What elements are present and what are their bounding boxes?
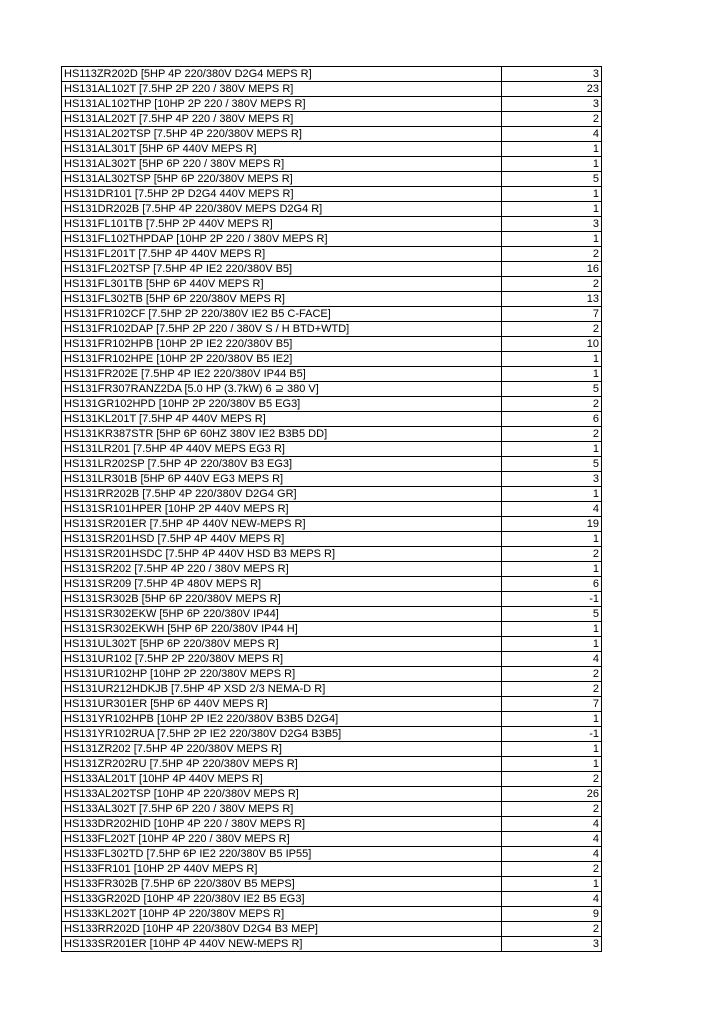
- item-description-cell: HS131FR307RANZ2DA [5.0 HP (3.7kW) 6 ⊇ 380 V]: [62, 382, 502, 397]
- quantity-cell: 5: [502, 457, 602, 472]
- quantity-cell: 1: [502, 877, 602, 892]
- item-description-cell: HS133FR101 [10HP 2P 440V MEPS R]: [62, 862, 502, 877]
- item-description-cell: HS131UR212HDKJB [7.5HP 4P XSD 2/3 NEMA-D R]: [62, 682, 502, 697]
- item-description-cell: HS131AL102THP [10HP 2P 220 / 380V MEPS R]: [62, 97, 502, 112]
- quantity-cell: 1: [502, 712, 602, 727]
- quantity-cell: 26: [502, 787, 602, 802]
- item-description-cell: HS131YR102HPB [10HP 2P IE2 220/380V B3B5 D2G4]: [62, 712, 502, 727]
- item-description-cell: HS131AL302T [5HP 6P 220 / 380V MEPS R]: [62, 157, 502, 172]
- table-row: [62, 232, 602, 247]
- item-description-cell: HS131FL101TB [7.5HP 2P 440V MEPS R]: [62, 217, 502, 232]
- quantity-cell: 2: [502, 667, 602, 682]
- table-row: [62, 802, 602, 817]
- table-row: [62, 292, 602, 307]
- item-description-cell: HS131KL201T [7.5HP 4P 440V MEPS R]: [62, 412, 502, 427]
- table-row: [62, 847, 602, 862]
- item-description-cell: HS133FL202T [10HP 4P 220 / 380V MEPS R]: [62, 832, 502, 847]
- quantity-cell: 1: [502, 562, 602, 577]
- quantity-cell: 1: [502, 157, 602, 172]
- item-description-cell: HS131YR102RUA [7.5HP 2P IE2 220/380V D2G4 B3B5]: [62, 727, 502, 742]
- quantity-cell: 3: [502, 67, 602, 82]
- table-row: [62, 247, 602, 262]
- quantity-cell: 7: [502, 697, 602, 712]
- item-description-cell: HS133GR202D [10HP 4P 220/380V IE2 B5 EG3]: [62, 892, 502, 907]
- table-row: [62, 457, 602, 472]
- quantity-cell: 2: [502, 277, 602, 292]
- item-description-cell: HS131AL102T [7.5HP 2P 220 / 380V MEPS R]: [62, 82, 502, 97]
- table-row: [62, 97, 602, 112]
- table-row: [62, 862, 602, 877]
- table-row: [62, 592, 602, 607]
- table-row: [62, 112, 602, 127]
- item-description-cell: HS131KR387STR [5HP 6P 60HZ 380V IE2 B3B5 DD]: [62, 427, 502, 442]
- item-description-cell: HS133KL202T [10HP 4P 220/380V MEPS R]: [62, 907, 502, 922]
- quantity-cell: 2: [502, 547, 602, 562]
- item-description-cell: HS131UR301ER [5HP 6P 440V MEPS R]: [62, 697, 502, 712]
- quantity-cell: 1: [502, 202, 602, 217]
- table-row: [62, 277, 602, 292]
- table-row: [62, 337, 602, 352]
- table-row: [62, 937, 602, 952]
- table-row: [62, 442, 602, 457]
- item-description-cell: HS131SR201HSDC [7.5HP 4P 440V HSD B3 MEPS R]: [62, 547, 502, 562]
- quantity-cell: 1: [502, 622, 602, 637]
- item-description-cell: HS131LR202SP [7.5HP 4P 220/380V B3 EG3]: [62, 457, 502, 472]
- quantity-cell: 1: [502, 142, 602, 157]
- quantity-cell: 2: [502, 682, 602, 697]
- quantity-cell: 1: [502, 352, 602, 367]
- quantity-cell: 2: [502, 862, 602, 877]
- item-description-cell: HS133FL302TD [7.5HP 6P IE2 220/380V B5 IP55]: [62, 847, 502, 862]
- item-description-cell: HS131LR301B [5HP 6P 440V EG3 MEPS R]: [62, 472, 502, 487]
- table-row: [62, 382, 602, 397]
- table-row: [62, 397, 602, 412]
- quantity-cell: 2: [502, 112, 602, 127]
- quantity-cell: 16: [502, 262, 602, 277]
- table-row: [62, 427, 602, 442]
- item-description-cell: HS131FR102HPE [10HP 2P 220/380V B5 IE2]: [62, 352, 502, 367]
- table-row: [62, 472, 602, 487]
- table-row: [62, 667, 602, 682]
- quantity-cell: 4: [502, 817, 602, 832]
- quantity-cell: 1: [502, 742, 602, 757]
- quantity-cell: 23: [502, 82, 602, 97]
- inventory-table: [61, 66, 602, 952]
- item-description-cell: HS131DR101 [7.5HP 2P D2G4 440V MEPS R]: [62, 187, 502, 202]
- quantity-cell: 13: [502, 292, 602, 307]
- item-description-cell: HS131AL301T [5HP 6P 440V MEPS R]: [62, 142, 502, 157]
- table-row: [62, 127, 602, 142]
- item-description-cell: HS131AL202TSP [7.5HP 4P 220/380V MEPS R]: [62, 127, 502, 142]
- quantity-cell: 5: [502, 172, 602, 187]
- table-row: [62, 547, 602, 562]
- table-row: [62, 172, 602, 187]
- quantity-cell: 2: [502, 772, 602, 787]
- table-row: [62, 607, 602, 622]
- quantity-cell: 3: [502, 937, 602, 952]
- item-description-cell: HS131FL202TSP [7.5HP 4P IE2 220/380V B5]: [62, 262, 502, 277]
- quantity-cell: 2: [502, 397, 602, 412]
- table-row: [62, 832, 602, 847]
- table-row: [62, 637, 602, 652]
- quantity-cell: 4: [502, 652, 602, 667]
- table-row: [62, 322, 602, 337]
- item-description-cell: HS133DR202HID [10HP 4P 220 / 380V MEPS R]: [62, 817, 502, 832]
- quantity-cell: 7: [502, 307, 602, 322]
- quantity-cell: 4: [502, 502, 602, 517]
- quantity-cell: 6: [502, 577, 602, 592]
- table-row: [62, 682, 602, 697]
- item-description-cell: HS133FR302B [7.5HP 6P 220/380V B5 MEPS]: [62, 877, 502, 892]
- item-description-cell: HS133RR202D [10HP 4P 220/380V D2G4 B3 MEP]: [62, 922, 502, 937]
- item-description-cell: HS131FL302TB [5HP 6P 220/380V MEPS R]: [62, 292, 502, 307]
- quantity-cell: 2: [502, 802, 602, 817]
- item-description-cell: HS131FL201T [7.5HP 4P 440V MEPS R]: [62, 247, 502, 262]
- item-description-cell: HS113ZR202D [5HP 4P 220/380V D2G4 MEPS R]: [62, 67, 502, 82]
- table-row: [62, 187, 602, 202]
- quantity-cell: 1: [502, 757, 602, 772]
- item-description-cell: HS131DR202B [7.5HP 4P 220/380V MEPS D2G4 R]: [62, 202, 502, 217]
- item-description-cell: HS131FR202E [7.5HP 4P IE2 220/380V IP44 B5]: [62, 367, 502, 382]
- item-description-cell: HS131FR102DAP [7.5HP 2P 220 / 380V S / H BTD+WTD]: [62, 322, 502, 337]
- table-row: [62, 727, 602, 742]
- item-description-cell: HS131AL302TSP [5HP 6P 220/380V MEPS R]: [62, 172, 502, 187]
- table-row: [62, 817, 602, 832]
- quantity-cell: 4: [502, 892, 602, 907]
- table-row: [62, 487, 602, 502]
- item-description-cell: HS133AL202TSP [10HP 4P 220/380V MEPS R]: [62, 787, 502, 802]
- item-description-cell: HS131ZR202 [7.5HP 4P 220/380V MEPS R]: [62, 742, 502, 757]
- item-description-cell: HS133AL201T [10HP 4P 440V MEPS R]: [62, 772, 502, 787]
- quantity-cell: 4: [502, 832, 602, 847]
- quantity-cell: -1: [502, 592, 602, 607]
- table-row: [62, 307, 602, 322]
- table-row: [62, 562, 602, 577]
- item-description-cell: HS131LR201 [7.5HP 4P 440V MEPS EG3 R]: [62, 442, 502, 457]
- quantity-cell: 2: [502, 247, 602, 262]
- table-row: [62, 82, 602, 97]
- item-description-cell: HS131SR209 [7.5HP 4P 480V MEPS R]: [62, 577, 502, 592]
- quantity-cell: -1: [502, 727, 602, 742]
- quantity-cell: 2: [502, 427, 602, 442]
- item-description-cell: HS131ZR202RU [7.5HP 4P 220/380V MEPS R]: [62, 757, 502, 772]
- quantity-cell: 1: [502, 187, 602, 202]
- quantity-cell: 1: [502, 232, 602, 247]
- quantity-cell: 3: [502, 217, 602, 232]
- quantity-cell: 2: [502, 922, 602, 937]
- quantity-cell: 10: [502, 337, 602, 352]
- item-description-cell: HS131RR202B [7.5HP 4P 220/380V D2G4 GR]: [62, 487, 502, 502]
- table-row: [62, 892, 602, 907]
- table-row: [62, 367, 602, 382]
- quantity-cell: 5: [502, 607, 602, 622]
- item-description-cell: HS131SR202 [7.5HP 4P 220 / 380V MEPS R]: [62, 562, 502, 577]
- table-row: [62, 757, 602, 772]
- quantity-cell: 2: [502, 322, 602, 337]
- item-description-cell: HS131SR201ER [7.5HP 4P 440V NEW-MEPS R]: [62, 517, 502, 532]
- quantity-cell: 19: [502, 517, 602, 532]
- inventory-table-body: [62, 67, 602, 952]
- quantity-cell: 1: [502, 637, 602, 652]
- item-description-cell: HS133SR201ER [10HP 4P 440V NEW-MEPS R]: [62, 937, 502, 952]
- table-row: [62, 352, 602, 367]
- table-row: [62, 502, 602, 517]
- table-row: [62, 157, 602, 172]
- item-description-cell: HS131FL301TB [5HP 6P 440V MEPS R]: [62, 277, 502, 292]
- quantity-cell: 1: [502, 367, 602, 382]
- item-description-cell: HS131UR102HP [10HP 2P 220/380V MEPS R]: [62, 667, 502, 682]
- item-description-cell: HS131AL202T [7.5HP 4P 220 / 380V MEPS R]: [62, 112, 502, 127]
- table-row: [62, 772, 602, 787]
- table-row: [62, 577, 602, 592]
- item-description-cell: HS131SR201HSD [7.5HP 4P 440V MEPS R]: [62, 532, 502, 547]
- table-row: [62, 67, 602, 82]
- table-row: [62, 787, 602, 802]
- item-description-cell: HS131SR302B [5HP 6P 220/380V MEPS R]: [62, 592, 502, 607]
- quantity-cell: 3: [502, 97, 602, 112]
- item-description-cell: HS131FR102CF [7.5HP 2P 220/380V IE2 B5 C-FACE]: [62, 307, 502, 322]
- quantity-cell: 4: [502, 127, 602, 142]
- item-description-cell: HS131UR102 [7.5HP 2P 220/380V MEPS R]: [62, 652, 502, 667]
- quantity-cell: 1: [502, 532, 602, 547]
- table-row: [62, 517, 602, 532]
- item-description-cell: HS131FL102THPDAP [10HP 2P 220 / 380V MEPS R]: [62, 232, 502, 247]
- table-row: [62, 877, 602, 892]
- quantity-cell: 5: [502, 382, 602, 397]
- table-row: [62, 622, 602, 637]
- item-description-cell: HS131UL302T [5HP 6P 220/380V MEPS R]: [62, 637, 502, 652]
- quantity-cell: 1: [502, 487, 602, 502]
- item-description-cell: HS131GR102HPD [10HP 2P 220/380V B5 EG3]: [62, 397, 502, 412]
- table-row: [62, 262, 602, 277]
- quantity-cell: 3: [502, 472, 602, 487]
- quantity-cell: 9: [502, 907, 602, 922]
- table-row: [62, 202, 602, 217]
- table-row: [62, 217, 602, 232]
- table-row: [62, 412, 602, 427]
- item-description-cell: HS131FR102HPB [10HP 2P IE2 220/380V B5]: [62, 337, 502, 352]
- table-row: [62, 532, 602, 547]
- item-description-cell: HS133AL302T [7.5HP 6P 220 / 380V MEPS R]: [62, 802, 502, 817]
- table-row: [62, 142, 602, 157]
- table-row: [62, 742, 602, 757]
- item-description-cell: HS131SR302EKWH [5HP 6P 220/380V IP44 H]: [62, 622, 502, 637]
- quantity-cell: 1: [502, 442, 602, 457]
- table-row: [62, 697, 602, 712]
- table-row: [62, 907, 602, 922]
- item-description-cell: HS131SR101HPER [10HP 2P 440V MEPS R]: [62, 502, 502, 517]
- quantity-cell: 4: [502, 847, 602, 862]
- quantity-cell: 6: [502, 412, 602, 427]
- table-row: [62, 652, 602, 667]
- table-row: [62, 712, 602, 727]
- item-description-cell: HS131SR302EKW [5HP 6P 220/380V IP44]: [62, 607, 502, 622]
- table-row: [62, 922, 602, 937]
